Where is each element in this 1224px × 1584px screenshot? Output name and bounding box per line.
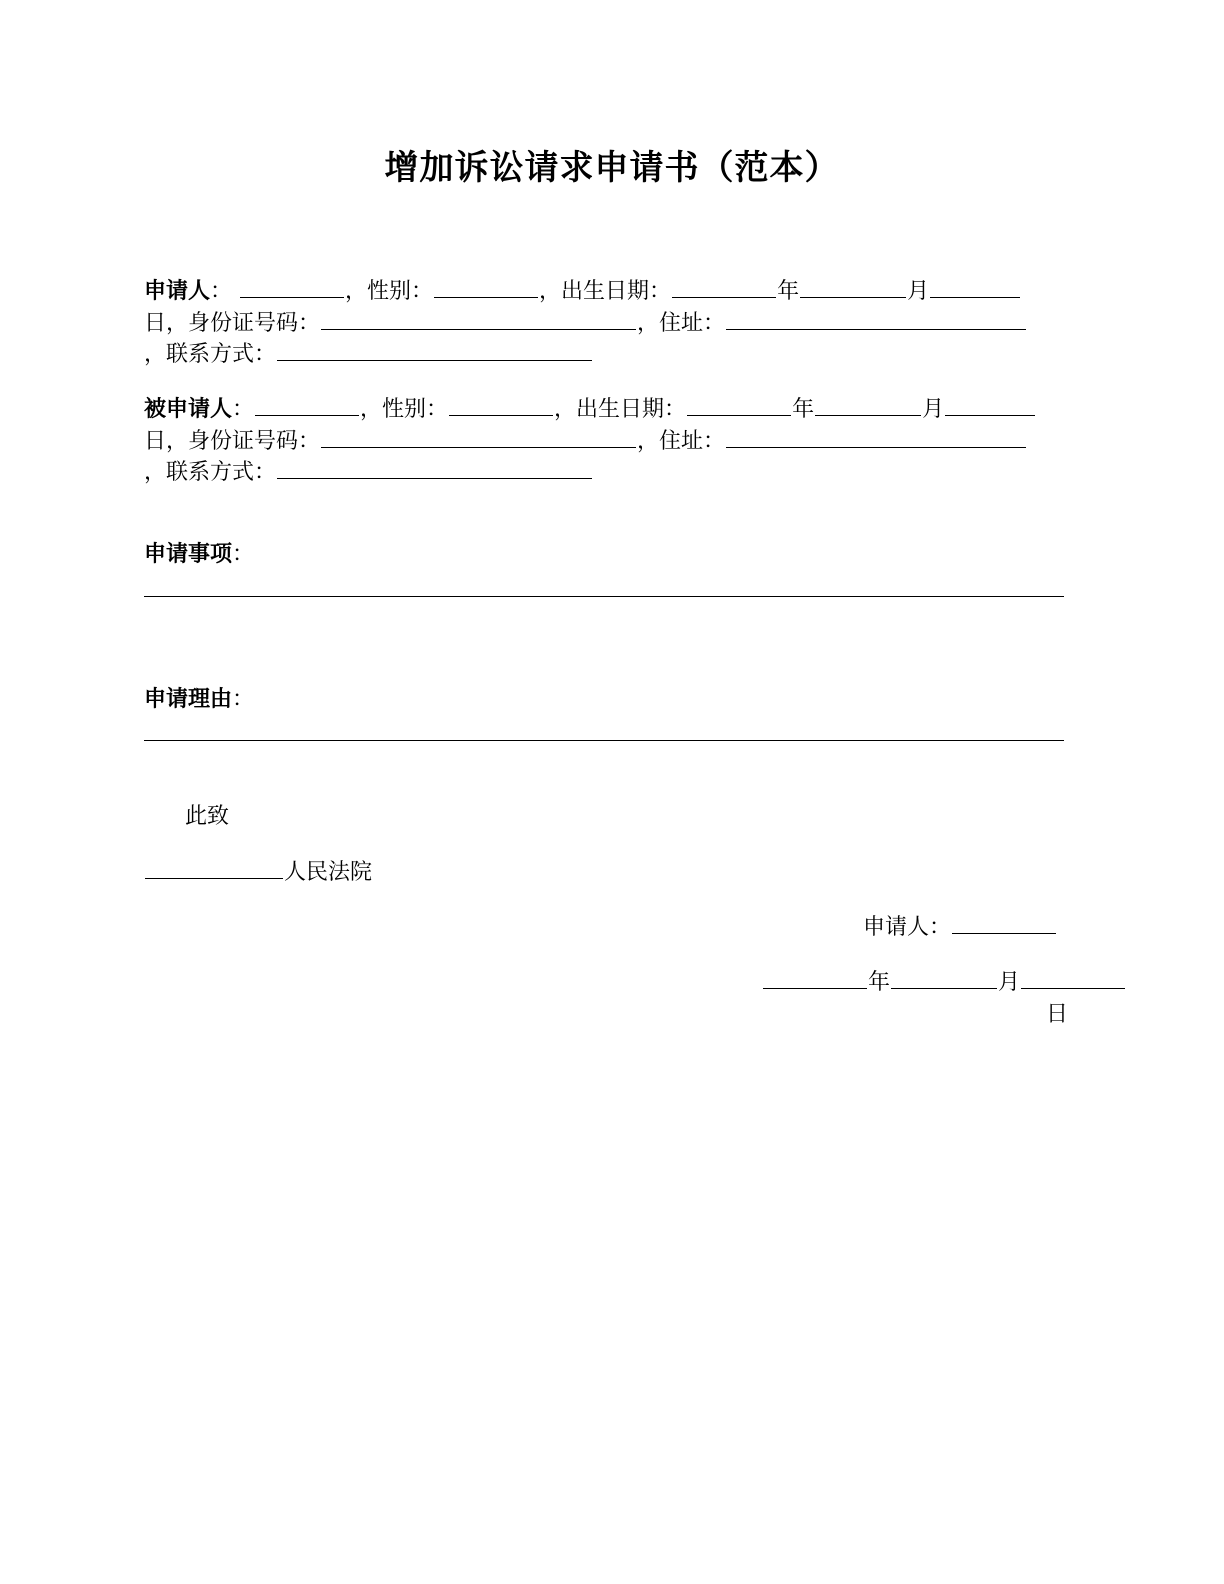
respondent-paragraph xyxy=(144,394,1069,489)
matters-colon: ： xyxy=(232,542,255,567)
signature-day-field[interactable] xyxy=(1021,968,1125,989)
respondent-birth-label: ，出生日期： xyxy=(554,397,687,422)
respondent-contact-label: ，联系方式： xyxy=(144,460,277,485)
respondent-gender-label: ，性别： xyxy=(360,397,449,422)
applicant-id-label: ，身份证号码： xyxy=(166,310,321,336)
reasons-label: 申请理由 xyxy=(144,687,233,712)
salutation: 此致 xyxy=(185,804,230,829)
respondent-contact-field[interactable] xyxy=(277,458,592,479)
matters-input-line[interactable] xyxy=(144,596,1064,597)
signature-applicant-line xyxy=(863,913,1057,943)
respondent-birth-year-field[interactable] xyxy=(687,395,791,416)
document-title: 增加诉讼请求申请书（范本） xyxy=(384,148,840,188)
court-name-field[interactable] xyxy=(145,858,283,879)
matters-heading xyxy=(144,540,254,570)
applicant-label: 申请人 xyxy=(144,279,211,304)
applicant-address-field[interactable] xyxy=(726,309,1026,330)
applicant-day-label: 日 xyxy=(144,310,167,336)
applicant-contact-field[interactable] xyxy=(277,340,592,361)
signature-month-field[interactable] xyxy=(891,968,997,989)
signature-applicant-field[interactable] xyxy=(952,913,1056,934)
signature-applicant-label: 申请人： xyxy=(863,915,952,940)
respondent-name-field[interactable] xyxy=(255,395,359,416)
applicant-name-field[interactable] xyxy=(240,277,344,298)
respondent-address-field[interactable] xyxy=(726,427,1026,448)
respondent-birth-day-field[interactable] xyxy=(945,395,1035,416)
signature-year-label: 年 xyxy=(868,970,891,995)
signature-month-label: 月 xyxy=(998,970,1021,995)
applicant-month-label: 月 xyxy=(907,279,930,304)
court-line xyxy=(144,858,372,888)
respondent-id-label: ，身份证号码： xyxy=(166,428,321,454)
respondent-address-label: ，住址： xyxy=(637,428,726,454)
reasons-input-line[interactable] xyxy=(144,740,1064,741)
matters-label: 申请事项 xyxy=(144,542,233,567)
respondent-id-field[interactable] xyxy=(321,427,636,448)
applicant-colon: ： xyxy=(210,279,233,304)
signature-year-field[interactable] xyxy=(763,968,867,989)
signature-date-line xyxy=(762,968,1126,998)
applicant-gender-label: ，性别： xyxy=(345,279,434,304)
applicant-birth-day-field[interactable] xyxy=(930,277,1020,298)
respondent-day-label: 日 xyxy=(144,428,167,454)
respondent-label: 被申请人 xyxy=(144,397,233,422)
applicant-birth-month-field[interactable] xyxy=(800,277,906,298)
applicant-address-label: ，住址： xyxy=(637,310,726,336)
respondent-year-label: 年 xyxy=(792,397,815,422)
respondent-birth-month-field[interactable] xyxy=(815,395,921,416)
court-label: 人民法院 xyxy=(284,860,373,885)
respondent-colon: ： xyxy=(232,397,255,422)
signature-day-label: 日 xyxy=(1046,1002,1069,1027)
applicant-paragraph xyxy=(144,276,1069,371)
applicant-contact-label: ，联系方式： xyxy=(144,342,277,367)
applicant-gender-field[interactable] xyxy=(434,277,538,298)
reasons-heading xyxy=(144,685,254,715)
applicant-birth-year-field[interactable] xyxy=(672,277,776,298)
applicant-id-field[interactable] xyxy=(321,309,636,330)
respondent-gender-field[interactable] xyxy=(449,395,553,416)
applicant-birth-label: ，出生日期： xyxy=(539,279,672,304)
applicant-year-label: 年 xyxy=(777,279,800,304)
respondent-month-label: 月 xyxy=(922,397,945,422)
reasons-colon: ： xyxy=(232,687,255,712)
